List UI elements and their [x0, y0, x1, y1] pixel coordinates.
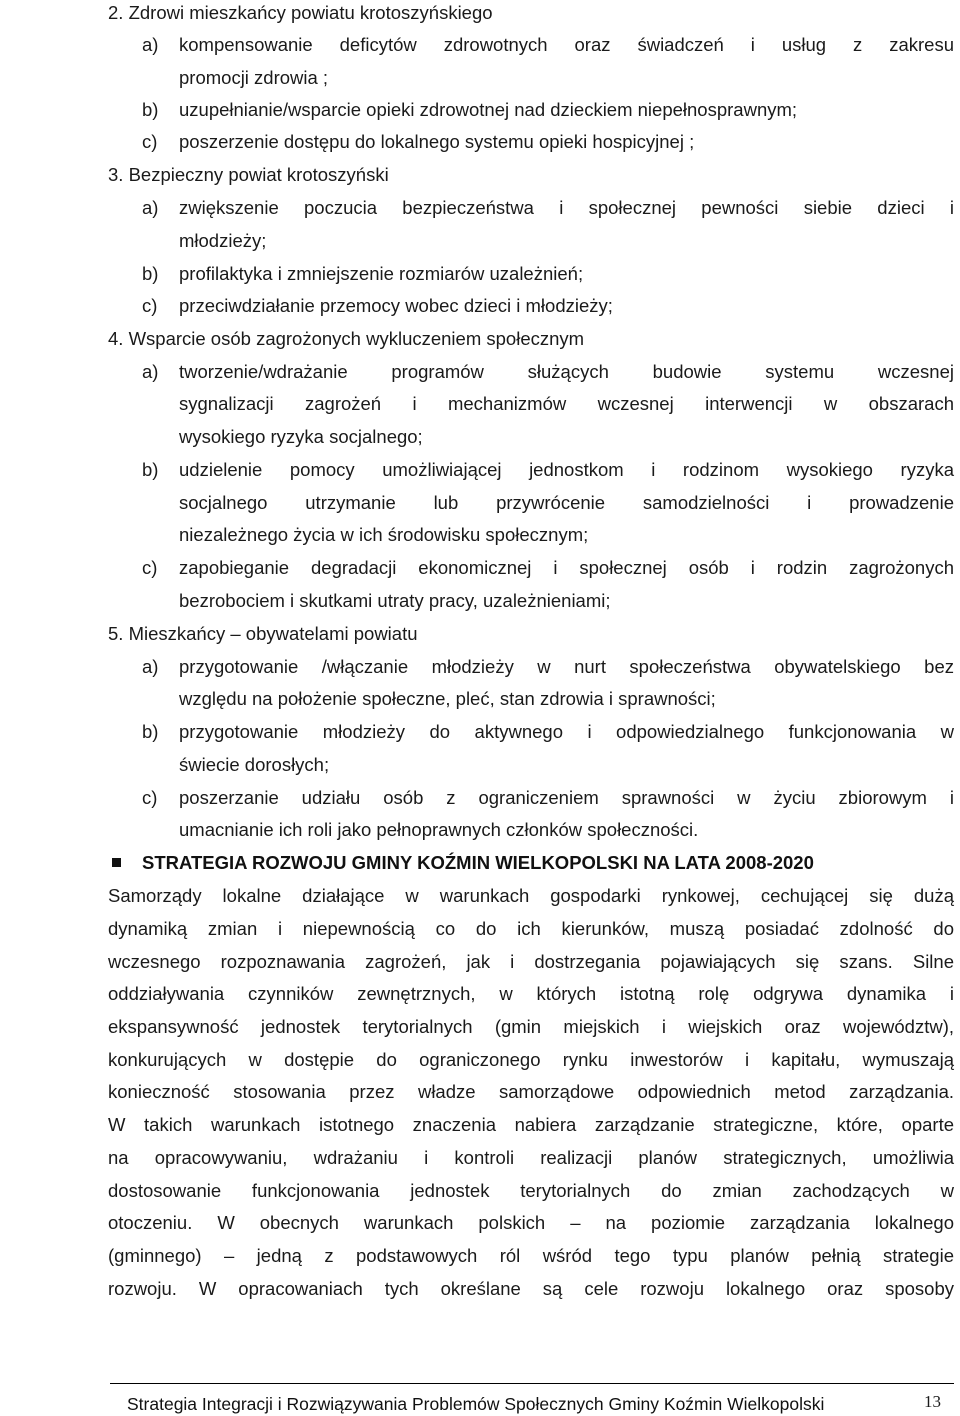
- paragraph-line: W takich warunkach istotnego znaczenia nabiera zarządzanie strategiczne, które, oparte: [108, 1114, 954, 1135]
- section-3-item-a-line-1: zwiększenie poczucia bezpieczeństwa i społecznej pewności siebie dzieci i: [179, 197, 954, 218]
- paragraph-line: na opracowywaniu, wdrażaniu i kontroli realizacji planów strategicznych, umożliwia: [108, 1147, 954, 1168]
- footer-rule: [110, 1383, 954, 1384]
- section-5-item-b-line-2: świecie dorosłych;: [179, 754, 330, 775]
- paragraph-line: konkurujących w dostępie do ograniczonego rynku inwestorów i kapitału, wymuszają: [108, 1049, 954, 1070]
- strategy-heading: STRATEGIA ROZWOJU GMINY KOŹMIN WIELKOPOLSKI NA LATA 2008-2020: [142, 852, 814, 873]
- section-4-heading: 4. Wsparcie osób zagrożonych wykluczeniem społecznym: [108, 328, 585, 349]
- section-5-item-b-line-1: przygotowanie młodzieży do aktywnego i odpowiedzialnego funkcjonowania w: [179, 721, 954, 742]
- section-5-item-c-line-2: umacnianie ich roli jako pełnoprawnych członków społeczności.: [179, 819, 699, 840]
- section-3-item-a-label: a): [142, 197, 159, 218]
- section-5-item-a-label: a): [142, 656, 159, 677]
- paragraph-line: rozwoju. W opracowaniach tych określane są cele rozwoju lokalnego oraz sposoby: [108, 1278, 954, 1299]
- paragraph-line: dynamiką zmian i niepewnością co do ich kierunków, muszą posiadać zdolność do: [108, 918, 954, 939]
- section-3-item-c-label: c): [142, 295, 158, 316]
- page-number: 13: [924, 1392, 941, 1411]
- footer-text: Strategia Integracji i Rozwiązywania Problemów Społecznych Gminy Koźmin Wielkopolski: [127, 1394, 825, 1414]
- section-2-item-a-line-2: promocji zdrowia ;: [179, 67, 329, 88]
- paragraph-line: wczesnego rozpoznawania zagrożeń, jak i dostrzegania pojawiających się szans. Silne: [108, 951, 954, 972]
- section-4-item-a-line-1: tworzenie/wdrażanie programów służących budowie systemu wczesnej: [179, 361, 954, 382]
- section-3-item-b-line-1: profilaktyka i zmniejszenie rozmiarów uzależnień;: [179, 263, 584, 284]
- section-2-item-a-label: a): [142, 34, 159, 55]
- paragraph-line: Samorządy lokalne działające w warunkach gospodarki rynkowej, cechującej się dużą: [108, 885, 954, 906]
- section-5-item-c-line-1: poszerzanie udziału osób z ograniczeniem sprawności w życiu zbiorowym i: [179, 787, 954, 808]
- section-2-item-b-label: b): [142, 99, 159, 120]
- section-2-item-c-label: c): [142, 131, 158, 152]
- section-4-item-b-label: b): [142, 459, 159, 480]
- section-4-item-b-line-2: socjalnego utrzymanie lub przywrócenie samodzielności i prowadzenie: [179, 492, 954, 513]
- section-2-item-b-line-1: uzupełnianie/wsparcie opieki zdrowotnej nad dzieckiem niepełnosprawnym;: [179, 99, 798, 120]
- section-3-item-c-line-1: przeciwdziałanie przemocy wobec dzieci i młodzieży;: [179, 295, 613, 316]
- paragraph-line: (gminnego) – jedną z podstawowych ról wśród tego typu planów pełnią strategie: [108, 1245, 954, 1266]
- paragraph-line: ekspansywność jednostek terytorialnych (gmin miejskich i wiejskich oraz województw),: [108, 1016, 954, 1037]
- paragraph-line: konieczność stosowania przez władze samorządowe odpowiednich metod zarządzania.: [108, 1081, 954, 1102]
- section-4-item-c-line-1: zapobieganie degradacji ekonomicznej i społecznej osób i rodzin zagrożonych: [179, 557, 954, 578]
- section-3-item-a-line-2: młodzieży;: [179, 230, 267, 251]
- section-2-item-c-line-1: poszerzenie dostępu do lokalnego systemu opieki hospicyjnej ;: [179, 131, 695, 152]
- section-4-item-c-label: c): [142, 557, 158, 578]
- section-3-item-b-label: b): [142, 263, 159, 284]
- section-4-item-a-line-2: sygnalizacji zagrożeń i mechanizmów wczesnej interwencji w obszarach: [179, 393, 954, 414]
- section-5-item-c-label: c): [142, 787, 158, 808]
- section-4-item-b-line-3: niezależnego życia w ich środowisku społecznym;: [179, 524, 589, 545]
- section-2-item-a-line-1: kompensowanie deficytów zdrowotnych oraz świadczeń i usług z zakresu: [179, 34, 954, 55]
- section-4-item-a-label: a): [142, 361, 159, 382]
- section-4-item-b-line-1: udzielenie pomocy umożliwiającej jednostkom i rodzinom wysokiego ryzyka: [179, 459, 954, 480]
- section-5-item-a-line-1: przygotowanie /włączanie młodzieży w nurt społeczeństwa obywatelskiego bez: [179, 656, 954, 677]
- section-3-heading: 3. Bezpieczny powiat krotoszyński: [108, 164, 389, 185]
- section-5-heading: 5. Mieszkańcy – obywatelami powiatu: [108, 623, 418, 644]
- paragraph-line: dostosowanie funkcjonowania jednostek terytorialnych do zmian zachodzących w: [108, 1180, 954, 1201]
- paragraph-line: otoczeniu. W obecnych warunkach polskich – na poziomie zarządzania lokalnego: [108, 1212, 954, 1233]
- section-5-item-b-label: b): [142, 721, 159, 742]
- paragraph-line: oddziaływania czynników zewnętrznych, w których istotną rolę odgrywa dynamika i: [108, 983, 954, 1004]
- section-2-heading: 2. Zdrowi mieszkańcy powiatu krotoszyńskiego: [108, 2, 493, 23]
- section-4-item-a-line-3: wysokiego ryzyka socjalnego;: [179, 426, 423, 447]
- section-4-item-c-line-2: bezrobociem i skutkami utraty pracy, uzależnieniami;: [179, 590, 611, 611]
- section-5-item-a-line-2: względu na położenie społeczne, pleć, stan zdrowia i sprawności;: [179, 688, 716, 709]
- square-bullet-icon: [112, 858, 121, 867]
